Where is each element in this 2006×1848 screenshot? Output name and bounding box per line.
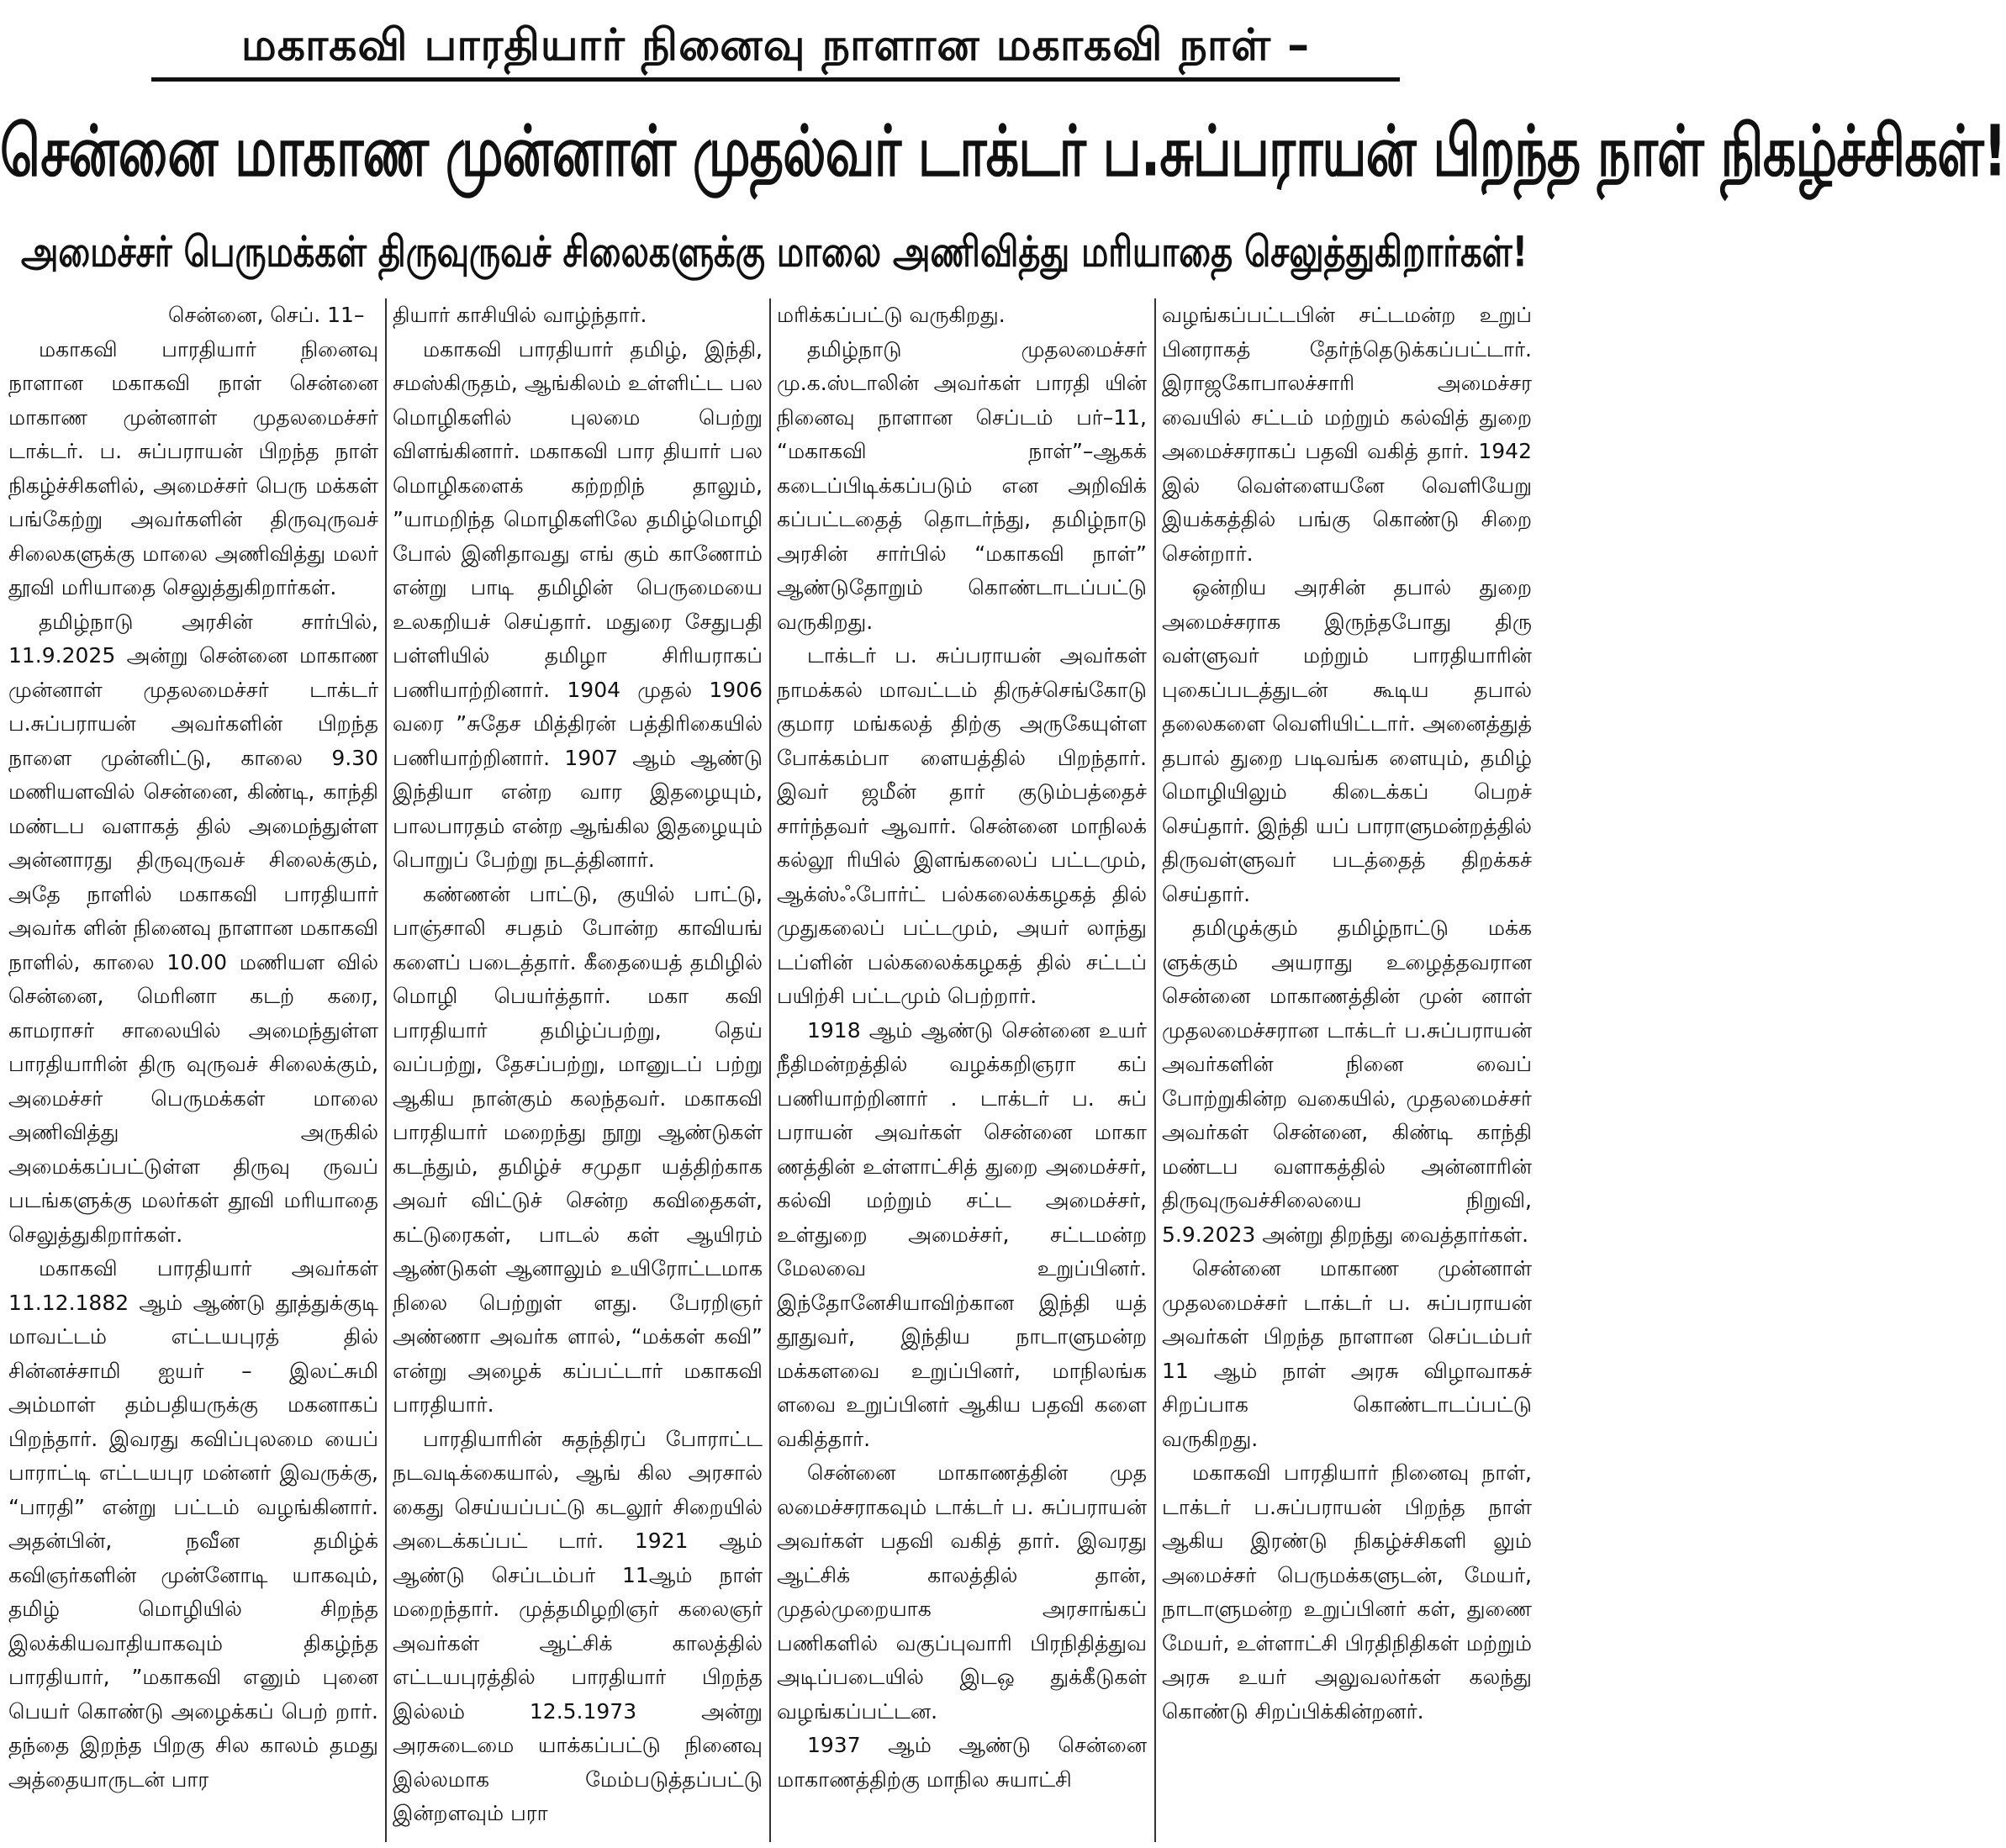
article-column-4 — [1162, 298, 1532, 1842]
paragraph: பாரதியாரின் சுதந்திரப் போராட்ட நடவடிக்கையால், ஆங் கில அரசால் கைது செய்யப்பட்டு கடலூர் சிறையில் அடைக்கப்பட் டார். 1921 ஆம் ஆண்டு செப்டம்பர் 11ஆம் நாள் மறைந்தார். முத்தமிழறிஞர் கலைஞர் அவர்கள் ஆட்சிக் காலத்தில் எட்டயபுரத்தில் பாரதியார் பிறந்த இல்லம் 12.5.1973 அன்று அரசுடைமை யாக்கப்பட்டு நினைவு இல்லமாக மேம்படுத்தப்பட்டு இன்றளவும் பரா — [393, 1426, 763, 1825]
article-kicker: மகாகவி பாரதியார் நினைவு நாளான மகாகவி நாள் – — [151, 17, 1400, 82]
article-body — [8, 298, 1540, 1842]
paragraph: மகாகவி பாரதியார் தமிழ், இந்தி, சமஸ்கிருதம், ஆங்கிலம் உள்ளிட்ட பல மொழிகளில் புலமை பெற்று விளங்கினார். மகாகவி பார தியார் பல மொழிகளைக் கற்றறிந் தாலும், ”யாமறிந்த மொழிகளிலே தமிழ்மொழி போல் இனிதாவது எங் கும் காணோம் என்று பாடி தமிழின் பெருமையை உலகறியச் செய்தார். மதுரை சேதுபதி பள்ளியில் தமிழா சிரியராகப் பணியாற்றினார். 1904 முதல் 1906 வரை ”சுதேச மித்திரன் பத்திரிகையில் பணியாற்றினார். 1907 ஆம் ஆண்டு இந்தியா என்ற வார இதழையும், பாலபாரதம் என்ற ஆங்கில இதழையும் பொறுப் பேற்று நடத்தினார். — [393, 336, 763, 872]
paragraph: வழங்கப்பட்டபின் சட்டமன்ற உறுப் பினராகத் தேர்ந்தெடுக்கப்பட்டார். இராஜகோபாலச்சாரி அமைச்சர வையில் சட்டம் மற்றும் கல்வித் துறை அமைச்சராகப் பதவி வகித் தார். 1942 இல் வெள்ளையனே வெளியேறு இயக்கத்தில் பங்கு கொண்டு சிறை சென்றார். — [1162, 303, 1532, 566]
paragraph: தியார் காசியில் வாழ்ந்தார். — [393, 303, 647, 327]
article-column-1 — [8, 298, 378, 1842]
paragraph: தமிழ்நாடு அரசின் சார்பில், 11.9.2025 அன்று சென்னை மாகாண முன்னாள் முதலமைச்சர் டாக்டர் ப.சுப்பராயன் அவர்களின் பிறந்த நாளை முன்னிட்டு, காலை 9.30 மணியளவில் சென்னை, கிண்டி, காந்தி மண்டப வளாகத் தில் அமைந்துள்ள அன்னாரது திருவுருவச் சிலைக்கும், அதே நாளில் மகாகவி பாரதியார் அவர்க ளின் நினைவு நாளான மகாகவி நாளில், காலை 10.00 மணியள வில் சென்னை, மெரினா கடற் கரை, காமராசர் சாலையில் அமைந்துள்ள பாரதியாரின் திரு வுருவச் சிலைக்கும், அமைச்சர் பெருமக்கள் மாலை அணிவித்து அருகில் அமைக்கப்பட்டுள்ள திருவு ருவப் படங்களுக்கு மலர்கள் தூவி மரியாதை செலுத்துகிறார்கள். — [8, 609, 378, 1247]
paragraph: சென்னை மாகாணத்தின் முத லமைச்சராகவும் டாக்டர் ப. சுப்பராயன் அவர்கள் பதவி வகித் தார். இவரது ஆட்சிக் காலத்தில் தான், முதல்முறையாக அரசாங்கப் பணிகளில் வகுப்புவாரி பிரநிதித்துவ அடிப்படையில் இடஒ துக்கீடுகள் வழங்கப்பட்டன. — [777, 1460, 1147, 1724]
paragraph: 1937 ஆம் ஆண்டு சென்னை மாகாணத்திற்கு மாநில சுயாட்சி — [777, 1733, 1147, 1792]
paragraph: தமிழுக்கும் தமிழ்நாட்டு மக்க ளுக்கும் அயராது உழைத்தவரான சென்னை மாகாணத்தின் முன் னாள் முதலமைச்சரான டாக்டர் ப.சுப்பராயன் அவர்களின் நினை வைப் போற்றுகின்ற வகையில், முதலமைச்சர் அவர்கள் சென்னை, கிண்டி காந்தி மண்டப வளாகத்தில் அன்னாரின் திருவுருவச்சிலையை நிறுவி, 5.9.2023 அன்று திறந்து வைத்தார்கள். — [1162, 916, 1532, 1247]
column-divider — [769, 298, 771, 1842]
paragraph: மகாகவி பாரதியார் அவர்கள் 11.12.1882 ஆம் ஆண்டு தூத்துக்குடி மாவட்டம் எட்டயபுரத் தில் சின்னச்சாமி ஐயர் – இலட்சுமி அம்மாள் தம்பதியருக்கு மகனாகப் பிறந்தார். இவரது கவிப்புலமை யைப் பாராட்டி எட்டயபுர மன்னர் இவருக்கு, “பாரதி” என்று பட்டம் வழங்கினார். அதன்பின், நவீன தமிழ்க் கவிஞர்களின் முன்னோடி யாகவும், தமிழ் மொழியில் சிறந்த இலக்கியவாதியாகவும் திகழ்ந்த பாரதியார், ”மகாகவி எனும் புனை பெயர் கொண்டு அழைக்கப் பெற் றார். தந்தை இறந்த பிறகு சில காலம் தமது அத்தையாருடன் பார — [8, 1256, 378, 1792]
paragraph: டாக்டர் ப. சுப்பராயன் அவர்கள் நாமக்கல் மாவட்டம் திருச்செங்கோடு குமார மங்கலத் திற்கு அருகேயுள்ள போக்கம்பா ளையத்தில் பிறந்தார். இவர் ஜமீன் தார் குடும்பத்தைச் சார்ந்தவர் ஆவார். சென்னை மாநிலக் கல்லூ ரியில் இளங்கலைப் பட்டமும், ஆக்ஸ்ஃபோர்ட் பல்கலைக்கழகத் தில் முதுகலைப் பட்டமும், அயர் லாந்து டப்ளின் பல்கலைக்கழகத் தில் சட்டப் பயிற்சி பட்டமும் பெற்றார். — [777, 643, 1147, 1008]
article-subheadline: அமைச்சர் பெருமக்கள் திருவுருவச் சிலைகளுக்கு மாலை அணிவித்து மரியாதை செலுத்துகிறார்கள்! — [20, 228, 1528, 277]
paragraph: சென்னை மாகாண முன்னாள் முதலமைச்சர் டாக்டர் ப. சுப்பராயன் அவர்கள் பிறந்த நாளான செப்டம்பர் 11 ஆம் நாள் அரசு விழாவாகச் சிறப்பாக கொண்டாடப்பட்டு வருகிறது. — [1162, 1256, 1532, 1451]
paragraph: மகாகவி பாரதியார் நினைவு நாள், டாக்டர் ப.சுப்பராயன் பிறந்த நாள் ஆகிய இரண்டு நிகழ்ச்சிகளி லும் அமைச்சர் பெருமக்களுடன், மேயர், நாடாளுமன்ற உறுப்பினர் கள், துணை மேயர், உள்ளாட்சி பிரதிநிதிகள் மற்றும் அரசு உயர் அலுவலர்கள் கலந்து கொண்டு சிறப்பிக்கின்றனர். — [1162, 1460, 1532, 1724]
article-headline: சென்னை மாகாண முன்னாள் முதல்வர் டாக்டர் ப.சுப்பராயன் பிறந்த நாள் நிகழ்ச்சிகள்! — [0, 109, 2006, 193]
article-column-2 — [393, 298, 763, 1842]
paragraph: தமிழ்நாடு முதலமைச்சர் மு.க.ஸ்டாலின் அவர்கள் பாரதி யின் நினைவு நாளான செப்டம் பர்–11, “மகாகவி நாள்”–ஆகக் கடைப்பிடிக்கப்படும் என அறிவிக் கப்பட்டதைத் தொடர்ந்து, தமிழ்நாடு அரசின் சார்பில் “மகாகவி நாள்” ஆண்டுதோறும் கொண்டாடப்பட்டு வருகிறது. — [777, 336, 1147, 634]
dateline: சென்னை, செப். 11– — [168, 303, 365, 327]
paragraph: 1918 ஆம் ஆண்டு சென்னை உயர் நீதிமன்றத்தில் வழக்கறிஞரா கப் பணியாற்றினார் . டாக்டர் ப. சுப் பராயன் அவர்கள் சென்னை மாகா ணத்தின் உள்ளாட்சித் துறை அமைச்சர், கல்வி மற்றும் சட்ட அமைச்சர், உள்துறை அமைச்சர், சட்டமன்ற மேலவை உறுப்பினர். இந்தோனேசியாவிற்கான இந்தி யத் தூதுவர், இந்திய நாடாளுமன்ற மக்களவை உறுப்பினர், மாநிலங்க ளவை உறுப்பினர் ஆகிய பதவி களை வகித்தார். — [777, 1017, 1147, 1451]
paragraph: மரிக்கப்பட்டு வருகிறது. — [777, 303, 1006, 327]
paragraph: மகாகவி பாரதியார் நினைவு நாளான மகாகவி நாள் சென்னை மாகாண முன்னாள் முதலமைச்சர் டாக்டர். ப. சுப்பராயன் பிறந்த நாள் நிகழ்ச்சிகளில், அமைச்சர் பெரு மக்கள் பங்கேற்று அவர்களின் திருவுருவச் சிலைகளுக்கு மாலை அணிவித்து மலர் தூவி மரியாதை செலுத்துகிறார்கள். — [8, 336, 378, 599]
paragraph: ஒன்றிய அரசின் தபால் துறை அமைச்சராக இருந்தபோது திரு வள்ளுவர் மற்றும் பாரதியாரின் புகைப்படத்துடன் கூடிய தபால் தலைகளை வெளியிட்டார். அனைத்துத் தபால் துறை படிவங்க ளையும், தமிழ் மொழியிலும் கிடைக்கப் பெறச் செய்தார். இந்தி யப் பாராளுமன்றத்தில் திருவள்ளுவர் படத்தைத் திறக்கச் செய்தார். — [1162, 575, 1532, 906]
paragraph: கண்ணன் பாட்டு, குயில் பாட்டு, பாஞ்சாலி சபதம் போன்ற காவியங் களைப் படைத்தார். கீதையைத் தமிழில் மொழி பெயர்த்தார். மகா கவி பாரதியார் தமிழ்ப்பற்று, தெய் வப்பற்று, தேசப்பற்று, மானுடப் பற்று ஆகிய நான்கும் கலந்தவர். மகாகவி பாரதியார் மறைந்து நூறு ஆண்டுகள் கடந்தும், தமிழ்ச் சமுதா யத்திற்காக அவர் விட்டுச் சென்ற கவிதைகள், கட்டுரைகள், பாடல் கள் ஆயிரம் ஆண்டுகள் ஆனாலும் உயிரோட்டமாக நிலை பெற்றுள் ளது. பேரறிஞர் அண்ணா அவர்க ளால், “மக்கள் கவி” என்று அழைக் கப்பட்டார் மகாகவி பாரதியார். — [393, 881, 763, 1417]
article-column-3 — [777, 298, 1147, 1842]
column-divider — [385, 298, 387, 1842]
column-divider — [1154, 298, 1156, 1842]
